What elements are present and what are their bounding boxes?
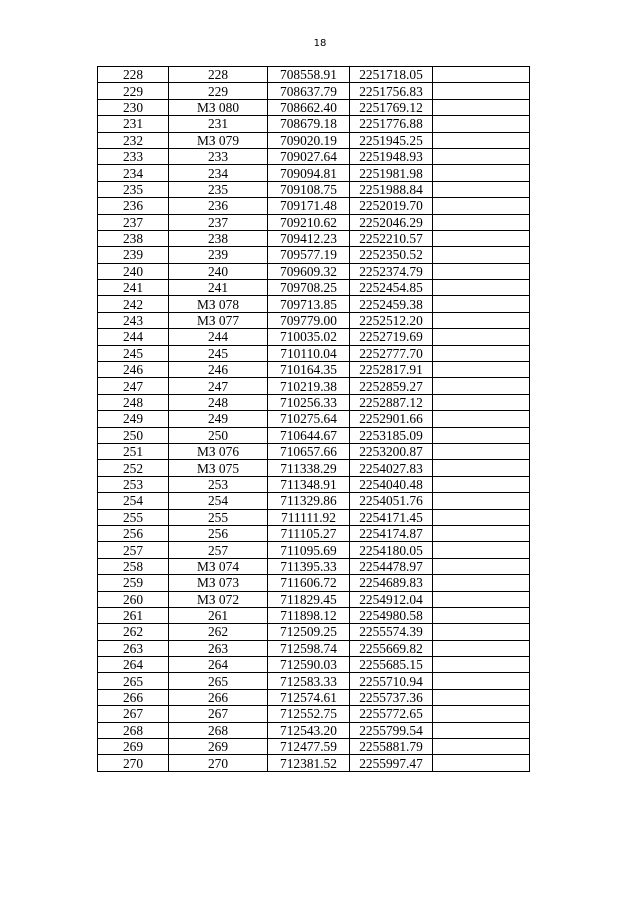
row-index-cell: 234 <box>98 165 169 181</box>
x-coordinate-cell: 709020.19 <box>268 132 350 148</box>
y-coordinate-cell: 2252887.12 <box>350 394 433 410</box>
point-label-cell: МЗ 072 <box>169 591 268 607</box>
y-coordinate-cell: 2251756.83 <box>350 83 433 99</box>
point-label-cell: МЗ 074 <box>169 558 268 574</box>
coordinates-table <box>97 66 530 772</box>
table-row <box>98 148 530 164</box>
y-coordinate-cell: 2252374.79 <box>350 263 433 279</box>
note-cell <box>433 640 530 656</box>
y-coordinate-cell: 2252459.38 <box>350 296 433 312</box>
y-coordinate-cell: 2252350.52 <box>350 247 433 263</box>
y-coordinate-cell: 2255799.54 <box>350 722 433 738</box>
table-row <box>98 706 530 722</box>
table-row <box>98 263 530 279</box>
table-row <box>98 312 530 328</box>
point-label-cell: МЗ 079 <box>169 132 268 148</box>
x-coordinate-cell: 712543.20 <box>268 722 350 738</box>
x-coordinate-cell: 712381.52 <box>268 755 350 771</box>
y-coordinate-cell: 2252901.66 <box>350 411 433 427</box>
point-label-cell: 236 <box>169 198 268 214</box>
note-cell <box>433 558 530 574</box>
note-cell <box>433 722 530 738</box>
y-coordinate-cell: 2253185.09 <box>350 427 433 443</box>
x-coordinate-cell: 711329.86 <box>268 493 350 509</box>
y-coordinate-cell: 2252817.91 <box>350 362 433 378</box>
y-coordinate-cell: 2251981.98 <box>350 165 433 181</box>
table-row <box>98 411 530 427</box>
y-coordinate-cell: 2255881.79 <box>350 739 433 755</box>
row-index-cell: 257 <box>98 542 169 558</box>
y-coordinate-cell: 2251945.25 <box>350 132 433 148</box>
note-cell <box>433 263 530 279</box>
table-row <box>98 247 530 263</box>
x-coordinate-cell: 709713.85 <box>268 296 350 312</box>
y-coordinate-cell: 2254689.83 <box>350 575 433 591</box>
x-coordinate-cell: 709708.25 <box>268 280 350 296</box>
note-cell <box>433 312 530 328</box>
y-coordinate-cell: 2255669.82 <box>350 640 433 656</box>
x-coordinate-cell: 708637.79 <box>268 83 350 99</box>
table-row <box>98 230 530 246</box>
x-coordinate-cell: 711111.92 <box>268 509 350 525</box>
note-cell <box>433 148 530 164</box>
row-index-cell: 265 <box>98 673 169 689</box>
row-index-cell: 245 <box>98 345 169 361</box>
row-index-cell: 266 <box>98 689 169 705</box>
point-label-cell: 262 <box>169 624 268 640</box>
y-coordinate-cell: 2251769.12 <box>350 99 433 115</box>
y-coordinate-cell: 2254040.48 <box>350 476 433 492</box>
row-index-cell: 258 <box>98 558 169 574</box>
note-cell <box>433 443 530 459</box>
x-coordinate-cell: 711338.29 <box>268 460 350 476</box>
point-label-cell: 261 <box>169 607 268 623</box>
x-coordinate-cell: 710219.38 <box>268 378 350 394</box>
y-coordinate-cell: 2255772.65 <box>350 706 433 722</box>
point-label-cell: 246 <box>169 362 268 378</box>
x-coordinate-cell: 712552.75 <box>268 706 350 722</box>
point-label-cell: 269 <box>169 739 268 755</box>
table-row <box>98 640 530 656</box>
y-coordinate-cell: 2252859.27 <box>350 378 433 394</box>
note-cell <box>433 706 530 722</box>
y-coordinate-cell: 2254478.97 <box>350 558 433 574</box>
row-index-cell: 238 <box>98 230 169 246</box>
row-index-cell: 268 <box>98 722 169 738</box>
y-coordinate-cell: 2254027.83 <box>350 460 433 476</box>
table-row <box>98 624 530 640</box>
table-row <box>98 558 530 574</box>
table-row <box>98 345 530 361</box>
x-coordinate-cell: 709108.75 <box>268 181 350 197</box>
x-coordinate-cell: 709609.32 <box>268 263 350 279</box>
point-label-cell: 265 <box>169 673 268 689</box>
y-coordinate-cell: 2254180.05 <box>350 542 433 558</box>
table-row <box>98 755 530 771</box>
note-cell <box>433 214 530 230</box>
y-coordinate-cell: 2251988.84 <box>350 181 433 197</box>
note-cell <box>433 329 530 345</box>
table-row <box>98 607 530 623</box>
table-row <box>98 181 530 197</box>
note-cell <box>433 247 530 263</box>
row-index-cell: 250 <box>98 427 169 443</box>
note-cell <box>433 198 530 214</box>
note-cell <box>433 739 530 755</box>
y-coordinate-cell: 2252454.85 <box>350 280 433 296</box>
note-cell <box>433 280 530 296</box>
table-row <box>98 591 530 607</box>
note-cell <box>433 394 530 410</box>
row-index-cell: 239 <box>98 247 169 263</box>
page-number: 18 <box>313 38 327 49</box>
row-index-cell: 254 <box>98 493 169 509</box>
row-index-cell: 269 <box>98 739 169 755</box>
x-coordinate-cell: 708558.91 <box>268 67 350 83</box>
note-cell <box>433 411 530 427</box>
row-index-cell: 233 <box>98 148 169 164</box>
y-coordinate-cell: 2254171.45 <box>350 509 433 525</box>
table-row <box>98 542 530 558</box>
row-index-cell: 260 <box>98 591 169 607</box>
table-row <box>98 165 530 181</box>
row-index-cell: 247 <box>98 378 169 394</box>
point-label-cell: 249 <box>169 411 268 427</box>
table-row <box>98 83 530 99</box>
table-row <box>98 67 530 83</box>
note-cell <box>433 525 530 541</box>
y-coordinate-cell: 2252210.57 <box>350 230 433 246</box>
x-coordinate-cell: 712598.74 <box>268 640 350 656</box>
table-row <box>98 296 530 312</box>
row-index-cell: 255 <box>98 509 169 525</box>
row-index-cell: 261 <box>98 607 169 623</box>
y-coordinate-cell: 2255737.36 <box>350 689 433 705</box>
note-cell <box>433 542 530 558</box>
row-index-cell: 251 <box>98 443 169 459</box>
point-label-cell: 253 <box>169 476 268 492</box>
note-cell <box>433 493 530 509</box>
table-row <box>98 722 530 738</box>
table-row <box>98 214 530 230</box>
table-row <box>98 198 530 214</box>
row-index-cell: 244 <box>98 329 169 345</box>
row-index-cell: 230 <box>98 99 169 115</box>
x-coordinate-cell: 712477.59 <box>268 739 350 755</box>
point-label-cell: 231 <box>169 116 268 132</box>
table-row <box>98 509 530 525</box>
row-index-cell: 249 <box>98 411 169 427</box>
y-coordinate-cell: 2255685.15 <box>350 657 433 673</box>
note-cell <box>433 591 530 607</box>
point-label-cell: МЗ 080 <box>169 99 268 115</box>
x-coordinate-cell: 710164.35 <box>268 362 350 378</box>
x-coordinate-cell: 712590.03 <box>268 657 350 673</box>
x-coordinate-cell: 711829.45 <box>268 591 350 607</box>
table-row <box>98 280 530 296</box>
note-cell <box>433 116 530 132</box>
point-label-cell: 240 <box>169 263 268 279</box>
x-coordinate-cell: 710275.64 <box>268 411 350 427</box>
row-index-cell: 236 <box>98 198 169 214</box>
point-label-cell: МЗ 078 <box>169 296 268 312</box>
x-coordinate-cell: 711606.72 <box>268 575 350 591</box>
table-row <box>98 362 530 378</box>
y-coordinate-cell: 2252719.69 <box>350 329 433 345</box>
note-cell <box>433 181 530 197</box>
row-index-cell: 232 <box>98 132 169 148</box>
x-coordinate-cell: 710110.04 <box>268 345 350 361</box>
table-row <box>98 427 530 443</box>
y-coordinate-cell: 2251776.88 <box>350 116 433 132</box>
row-index-cell: 248 <box>98 394 169 410</box>
x-coordinate-cell: 710644.67 <box>268 427 350 443</box>
x-coordinate-cell: 709412.23 <box>268 230 350 246</box>
row-index-cell: 263 <box>98 640 169 656</box>
point-label-cell: 237 <box>169 214 268 230</box>
point-label-cell: 238 <box>169 230 268 246</box>
point-label-cell: МЗ 075 <box>169 460 268 476</box>
y-coordinate-cell: 2254912.04 <box>350 591 433 607</box>
note-cell <box>433 99 530 115</box>
row-index-cell: 267 <box>98 706 169 722</box>
point-label-cell: МЗ 077 <box>169 312 268 328</box>
point-label-cell: 268 <box>169 722 268 738</box>
x-coordinate-cell: 710657.66 <box>268 443 350 459</box>
table-row <box>98 689 530 705</box>
row-index-cell: 237 <box>98 214 169 230</box>
note-cell <box>433 689 530 705</box>
point-label-cell: 241 <box>169 280 268 296</box>
point-label-cell: 229 <box>169 83 268 99</box>
x-coordinate-cell: 708662.40 <box>268 99 350 115</box>
note-cell <box>433 575 530 591</box>
table-row <box>98 673 530 689</box>
note-cell <box>433 607 530 623</box>
x-coordinate-cell: 709171.48 <box>268 198 350 214</box>
point-label-cell: 267 <box>169 706 268 722</box>
y-coordinate-cell: 2251718.05 <box>350 67 433 83</box>
x-coordinate-cell: 711095.69 <box>268 542 350 558</box>
point-label-cell: 270 <box>169 755 268 771</box>
x-coordinate-cell: 709027.64 <box>268 148 350 164</box>
table-row <box>98 132 530 148</box>
point-label-cell: 256 <box>169 525 268 541</box>
point-label-cell: МЗ 073 <box>169 575 268 591</box>
note-cell <box>433 296 530 312</box>
table-row <box>98 99 530 115</box>
point-label-cell: 239 <box>169 247 268 263</box>
table-row <box>98 378 530 394</box>
y-coordinate-cell: 2254980.58 <box>350 607 433 623</box>
row-index-cell: 229 <box>98 83 169 99</box>
x-coordinate-cell: 711105.27 <box>268 525 350 541</box>
y-coordinate-cell: 2252046.29 <box>350 214 433 230</box>
point-label-cell: 263 <box>169 640 268 656</box>
y-coordinate-cell: 2252777.70 <box>350 345 433 361</box>
row-index-cell: 242 <box>98 296 169 312</box>
row-index-cell: 262 <box>98 624 169 640</box>
note-cell <box>433 509 530 525</box>
note-cell <box>433 378 530 394</box>
row-index-cell: 270 <box>98 755 169 771</box>
point-label-cell: 247 <box>169 378 268 394</box>
table-row <box>98 116 530 132</box>
x-coordinate-cell: 709210.62 <box>268 214 350 230</box>
x-coordinate-cell: 709577.19 <box>268 247 350 263</box>
y-coordinate-cell: 2254174.87 <box>350 525 433 541</box>
point-label-cell: 234 <box>169 165 268 181</box>
x-coordinate-cell: 712574.61 <box>268 689 350 705</box>
y-coordinate-cell: 2252512.20 <box>350 312 433 328</box>
note-cell <box>433 657 530 673</box>
note-cell <box>433 427 530 443</box>
row-index-cell: 246 <box>98 362 169 378</box>
point-label-cell: 266 <box>169 689 268 705</box>
y-coordinate-cell: 2254051.76 <box>350 493 433 509</box>
table-row <box>98 443 530 459</box>
x-coordinate-cell: 711348.91 <box>268 476 350 492</box>
row-index-cell: 256 <box>98 525 169 541</box>
y-coordinate-cell: 2253200.87 <box>350 443 433 459</box>
point-label-cell: 255 <box>169 509 268 525</box>
y-coordinate-cell: 2255710.94 <box>350 673 433 689</box>
row-index-cell: 231 <box>98 116 169 132</box>
table-row <box>98 493 530 509</box>
x-coordinate-cell: 711395.33 <box>268 558 350 574</box>
x-coordinate-cell: 709094.81 <box>268 165 350 181</box>
point-label-cell: МЗ 076 <box>169 443 268 459</box>
table-row <box>98 394 530 410</box>
note-cell <box>433 230 530 246</box>
y-coordinate-cell: 2251948.93 <box>350 148 433 164</box>
coordinates-table-body <box>98 67 530 772</box>
note-cell <box>433 624 530 640</box>
row-index-cell: 235 <box>98 181 169 197</box>
point-label-cell: 245 <box>169 345 268 361</box>
table-row <box>98 329 530 345</box>
x-coordinate-cell: 708679.18 <box>268 116 350 132</box>
note-cell <box>433 132 530 148</box>
row-index-cell: 252 <box>98 460 169 476</box>
point-label-cell: 248 <box>169 394 268 410</box>
row-index-cell: 253 <box>98 476 169 492</box>
table-row <box>98 525 530 541</box>
table-row <box>98 476 530 492</box>
point-label-cell: 257 <box>169 542 268 558</box>
x-coordinate-cell: 712583.33 <box>268 673 350 689</box>
row-index-cell: 228 <box>98 67 169 83</box>
row-index-cell: 241 <box>98 280 169 296</box>
y-coordinate-cell: 2252019.70 <box>350 198 433 214</box>
note-cell <box>433 345 530 361</box>
note-cell <box>433 755 530 771</box>
row-index-cell: 259 <box>98 575 169 591</box>
note-cell <box>433 362 530 378</box>
x-coordinate-cell: 710035.02 <box>268 329 350 345</box>
x-coordinate-cell: 712509.25 <box>268 624 350 640</box>
table-row <box>98 460 530 476</box>
point-label-cell: 235 <box>169 181 268 197</box>
point-label-cell: 244 <box>169 329 268 345</box>
y-coordinate-cell: 2255997.47 <box>350 755 433 771</box>
point-label-cell: 254 <box>169 493 268 509</box>
point-label-cell: 250 <box>169 427 268 443</box>
y-coordinate-cell: 2255574.39 <box>350 624 433 640</box>
row-index-cell: 240 <box>98 263 169 279</box>
point-label-cell: 233 <box>169 148 268 164</box>
note-cell <box>433 67 530 83</box>
note-cell <box>433 673 530 689</box>
x-coordinate-cell: 711898.12 <box>268 607 350 623</box>
row-index-cell: 264 <box>98 657 169 673</box>
note-cell <box>433 460 530 476</box>
x-coordinate-cell: 710256.33 <box>268 394 350 410</box>
point-label-cell: 228 <box>169 67 268 83</box>
note-cell <box>433 83 530 99</box>
note-cell <box>433 165 530 181</box>
row-index-cell: 243 <box>98 312 169 328</box>
point-label-cell: 264 <box>169 657 268 673</box>
x-coordinate-cell: 709779.00 <box>268 312 350 328</box>
table-row <box>98 575 530 591</box>
table-row <box>98 657 530 673</box>
table-row <box>98 739 530 755</box>
note-cell <box>433 476 530 492</box>
